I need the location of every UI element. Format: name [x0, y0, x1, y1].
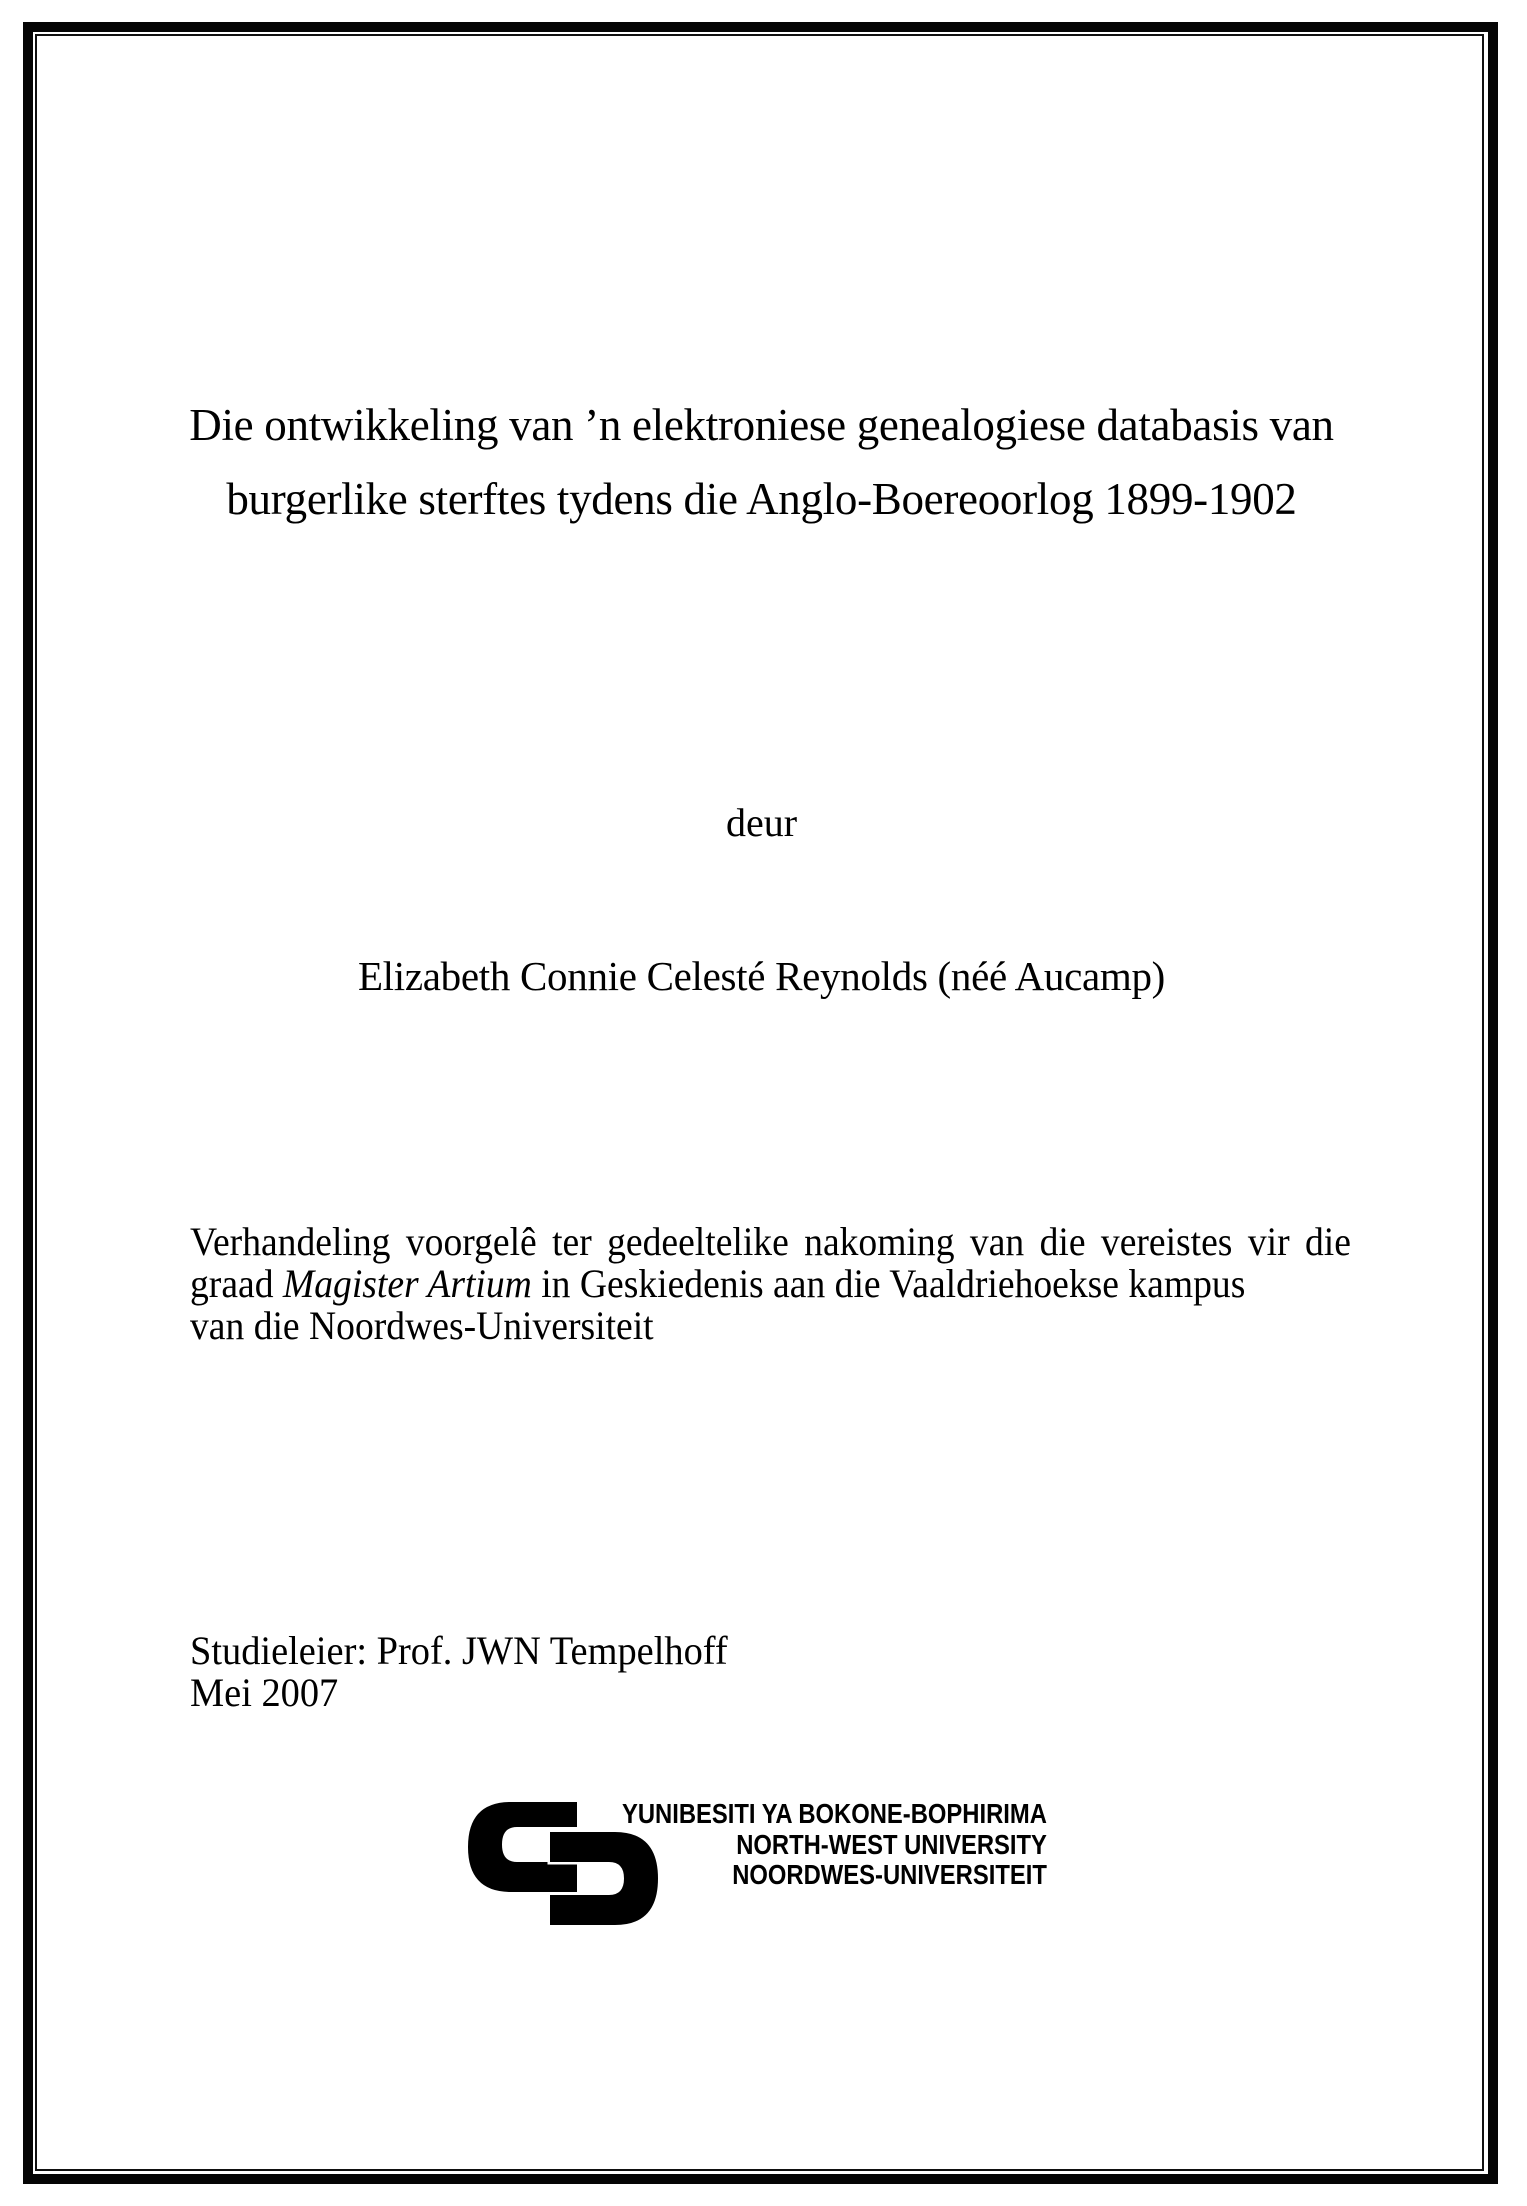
- date-line: Mei 2007: [190, 1670, 339, 1715]
- byline-deur: deur: [725, 800, 798, 845]
- statement-line2: [190, 1263, 1351, 1305]
- supervisor-line: Studieleier: Prof. JWN Tempelhoff: [190, 1628, 728, 1673]
- statement-line2-after: in Geskiedenis aan die Vaaldriehoekse kampus: [531, 1261, 1246, 1306]
- degree-statement: [190, 1221, 1351, 1347]
- thesis-title: [37, 388, 1486, 536]
- logo-text-line2: NORTH-WEST UNIVERSITY: [736, 1828, 1047, 1860]
- thesis-title-line1: Die ontwikkeling van ’n elektroniese genealogiese databasis van: [189, 400, 1334, 450]
- logo-text-line3: NOORDWES-UNIVERSITEIT: [732, 1859, 1047, 1890]
- author-name: Elizabeth Connie Celesté Reynolds (néé Aucamp): [357, 953, 1166, 999]
- supervisor-block: [190, 1630, 728, 1714]
- thesis-title-line2: burgerlike sterftes tydens die Anglo-Boereoorlog 1899-1902: [226, 474, 1297, 524]
- nwu-logo-text: [622, 1799, 1047, 1891]
- statement-line3: van die Noordwes-Universiteit: [190, 1303, 654, 1348]
- statement-line1: Verhandeling voorgelê ter gedeeltelike nakoming van die vereistes vir die: [190, 1219, 1351, 1264]
- logo-text-line1: YUNIBESITI YA BOKONE-BOPHIRIMA: [622, 1798, 1047, 1829]
- statement-line2-before: graad: [190, 1261, 283, 1306]
- degree-name-italic: Magister Artium: [282, 1261, 532, 1306]
